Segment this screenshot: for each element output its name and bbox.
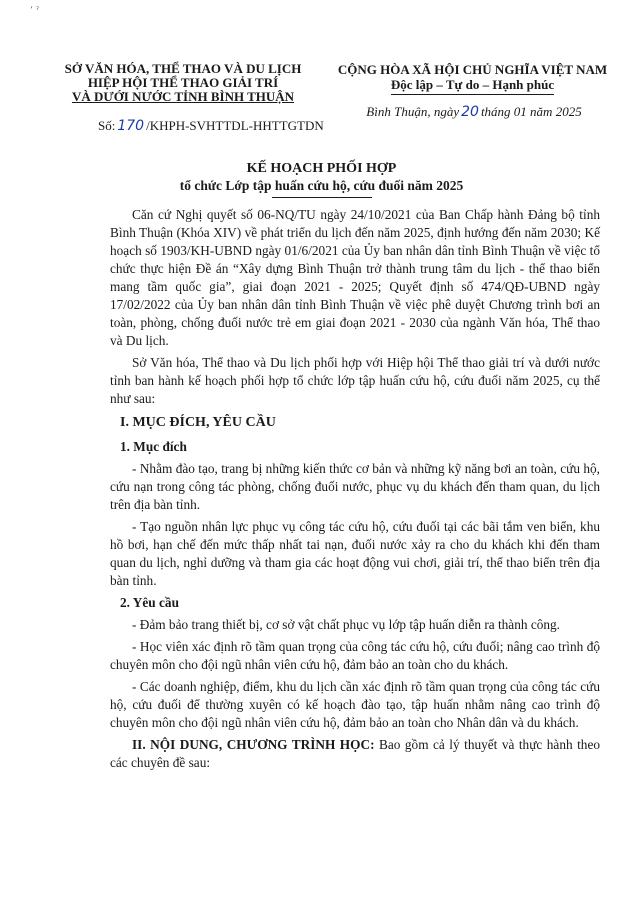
section-2-paragraph <box>110 736 600 772</box>
date-prefix: Bình Thuận, ngày <box>366 104 460 119</box>
national-header-block <box>320 62 625 95</box>
docno-suffix: /KHPH-SVHTTDL-HHTTGTDN <box>146 118 324 133</box>
paragraph-legal-basis: Căn cứ Nghị quyết số 06-NQ/TU ngày 24/10/2021 của Ban Chấp hành Đảng bộ tỉnh Bình Thuận (Khóa XIV) về phát triển du lịch đến năm 2025, định hướng đến năm 2030; Kế hoạch số 1903/KH-UBND ngày 01/6/2021 của Ủy ban nhân dân tỉnh Bình Thuận về việc tổ chức thực hiện Đề án “Xây dựng Bình Thuận trở thành trung tâm du lịch - thể thao biển mang tầm quốc gia”, giai đoạn 2021 - 2025; Quyết định số 474/QĐ-UBND ngày 17/02/2022 của Ủy ban nhân dân tỉnh Bình Thuận về việc phê duyệt Chương trình bơi an toàn, phòng, chống đuối nước trẻ em giai đoạn 2021 - 2030 của ngành Văn hóa, Thể thao và Du lịch. <box>110 207 600 348</box>
section-2-text: Bao gồm cả lý thuyết và thực hành theo các chuyên đề sau: <box>110 737 600 770</box>
date-handwritten: 20 <box>461 104 479 120</box>
purpose-item-1: - Nhằm đào tạo, trang bị những kiến thức cơ bản và những kỹ năng bơi an toàn, cứu hộ, cứu nạn trong công tác phòng, chống đuối nước, phục vụ du khách đến tham quan, du lịch trên địa bàn tỉnh. <box>110 461 600 512</box>
subsection-heading-purpose: 1. Mục đích <box>120 439 187 454</box>
section-heading-2: II. NỘI DUNG, CHƯƠNG TRÌNH HỌC: <box>132 737 375 752</box>
title-underline <box>272 197 372 198</box>
document-title <box>0 160 643 198</box>
purpose-item-2: - Tạo nguồn nhân lực phục vụ công tác cứu hộ, cứu đuối tại các bãi tắm ven biển, khu hồ bơi, hạn chế đến mức thấp nhất tai nạn, đuối nước xảy ra cho du khách khi đến tham quan du lịch, nghỉ dưỡng và tham gia các hoạt động vui chơi, giải trí, thể thao biển trên địa bàn tỉnh. <box>110 519 600 588</box>
agency-line-2: HIỆP HỘI THỂ THAO GIẢI TRÍ <box>87 75 279 90</box>
issuing-agency-block <box>54 62 312 104</box>
national-motto: Độc lập – Tự do – Hạnh phúc <box>391 77 554 95</box>
date-suffix: tháng 01 năm 2025 <box>480 104 582 119</box>
agency-line-1: SỞ VĂN HÓA, THỂ THAO VÀ DU LỊCH <box>64 61 302 76</box>
document-body <box>110 206 600 776</box>
subsection-heading-requirements: 2. Yêu cầu <box>120 595 179 610</box>
docno-prefix: Số: <box>98 118 116 133</box>
agency-line-3: VÀ DƯỚI NƯỚC TỈNH BÌNH THUẬN <box>71 89 295 104</box>
requirement-item-3: - Các doanh nghiệp, điểm, khu du lịch cần xác định rõ tầm quan trọng của công tác cứu hộ, cứu đuối để thường xuyên có kế hoạch đào tạo, tập huấn nhằm nâng cao trình độ chuyên môn cho đội ngũ nhân viên cứu hộ, đảm bảo an toàn cho Nhân dân và du khách. <box>110 679 600 730</box>
docno-handwritten: 170 <box>117 118 145 134</box>
title-line-1: KẾ HOẠCH PHỐI HỢP <box>246 161 397 176</box>
date-line <box>334 104 614 120</box>
requirement-item-1: - Đảm bảo trang thiết bị, cơ sở vật chất phục vụ lớp tập huấn diễn ra thành công. <box>132 617 561 632</box>
paragraph-intro: Sở Văn hóa, Thể thao và Du lịch phối hợp với Hiệp hội Thể thao giải trí và dưới nước tỉnh ban hành kế hoạch phối hợp tổ chức lớp tập huấn cứu hộ, cứu đuối năm 2025, cụ thể như sau: <box>110 355 600 406</box>
nation-name: CỘNG HÒA XÃ HỘI CHỦ NGHĨA VIỆT NAM <box>337 62 608 77</box>
corner-scan-mark: ʼ ˀ <box>30 6 40 16</box>
requirement-item-2: - Học viên xác định rõ tầm quan trọng của công tác cứu hộ, cứu đuối; nâng cao trình độ chuyên môn cho đội ngũ nhân viên cứu hộ, đảm bảo an toàn cho du khách. <box>110 639 600 672</box>
document-number <box>98 118 324 134</box>
section-heading-1: I. MỤC ĐÍCH, YÊU CẦU <box>120 415 276 430</box>
title-line-2: tổ chức Lớp tập huấn cứu hộ, cứu đuối năm 2025 <box>179 178 464 193</box>
